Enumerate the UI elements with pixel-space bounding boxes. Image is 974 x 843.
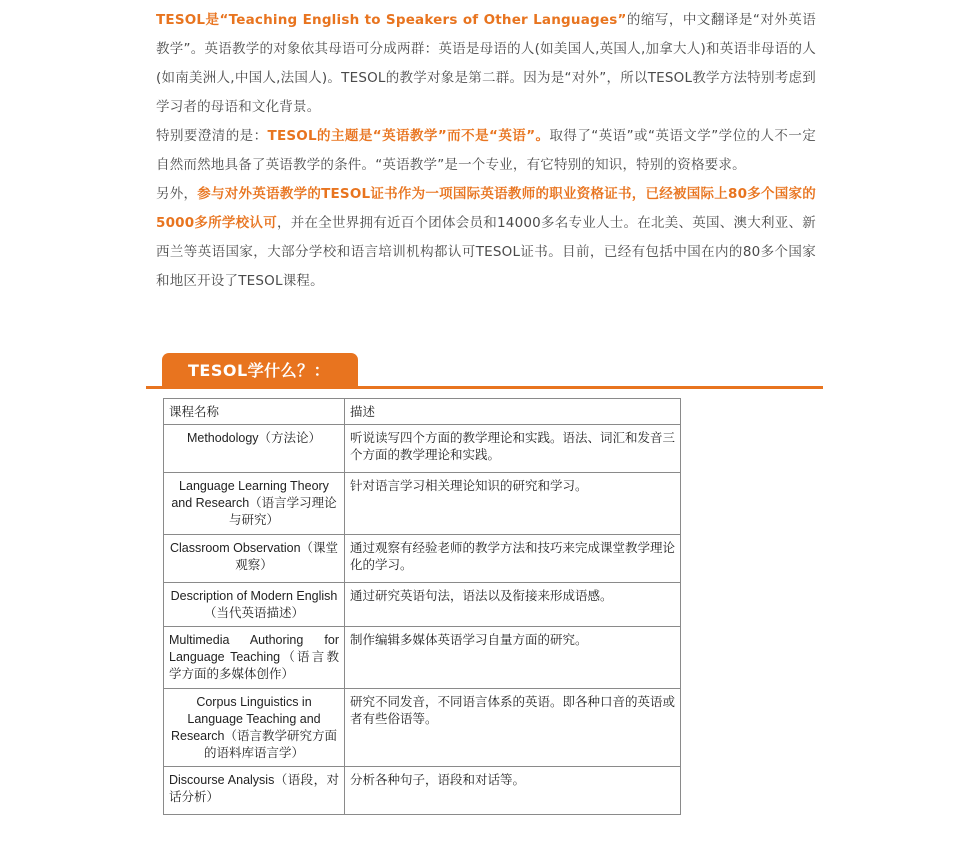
course-desc-cell: 制作编辑多媒体英语学习自量方面的研究。 [345,627,681,689]
table-row [164,583,681,627]
header-description: 描述 [345,399,681,425]
article-body [156,6,816,296]
course-name-cell: Description of Modern English（当代英语描述） [164,583,345,627]
course-name-cell: Language Learning Theory and Research（语言学习理论与研究） [164,473,345,535]
course-desc-cell: 通过研究英语句法，语法以及衔接来形成语感。 [345,583,681,627]
header-course-name: 课程名称 [164,399,345,425]
course-desc-cell: 听说读写四个方面的教学理论和实践。语法、词汇和发音三个方面的教学理论和实践。 [345,425,681,473]
course-table [163,398,681,815]
course-name-cell: Discourse Analysis（语段，对话分析） [164,767,345,815]
course-desc-cell: 通过观察有经验老师的教学方法和技巧来完成课堂教学理论化的学习。 [345,535,681,583]
paragraph-tesol-definition [156,6,816,122]
recognition-highlight: 参与对外英语教学的TESOL证书作为一项国际英语教师的职业资格证书，已经被国际上80多个国家的5000多所学校认可 [156,186,816,231]
table-row [164,425,681,473]
section-title: TESOL学什么？： [162,353,358,386]
table-row [164,689,681,767]
clarification-highlight: TESOL的主题是“英语教学”而不是“英语”。 [267,128,550,144]
course-desc-cell: 分析各种句子，语段和对话等。 [345,767,681,815]
clarification-lead: 特别要澄清的是： [156,128,268,144]
table-row [164,627,681,689]
course-name-cell: Methodology（方法论） [164,425,345,473]
recognition-text: ，并在全世界拥有近百个团体会员和14000多名专业人士。在北美、英国、澳大利亚、新西兰等英语国家，大部分学校和语言培训机构都认可TESOL证书。目前，已经有包括中国在内的80多个国家和地区开设了TESOL课程。 [156,215,816,289]
course-desc-cell: 针对语言学习相关理论知识的研究和学习。 [345,473,681,535]
tesol-definition-text: 的缩写，中文翻译是“对外英语教学”。英语教学的对象依其母语可分成两群：英语是母语的人(如美国人,英国人,加拿大人)和英语非母语的人(如南美洲人,中国人,法国人)。TESOL的教学对象是第二群。因为是“对外”，所以TESOL教学方法特别考虑到学习者的母语和文化背景。 [156,12,817,115]
clarification-text: 取得了“英语”或“英语文学”学位的人不一定自然而然地具备了英语教学的条件。“英语教学”是一个专业，有它特别的知识，特别的资格要求。 [156,128,816,173]
table-header-row [164,399,681,425]
tesol-definition-highlight: TESOL是“Teaching English to Speakers of Other Languages” [156,12,627,28]
section-header [146,353,823,390]
paragraph-tesol-recognition [156,180,816,296]
course-name-cell: Classroom Observation（课堂观察） [164,535,345,583]
course-desc-cell: 研究不同发音，不同语言体系的英语。即各种口音的英语或者有些俗语等。 [345,689,681,767]
table-row [164,535,681,583]
course-name-cell: Multimedia Authoring for Language Teaching（语言教学方面的多媒体创作） [164,627,345,689]
paragraph-tesol-clarification [156,122,816,180]
table-row [164,473,681,535]
recognition-lead: 另外， [156,186,198,202]
section-divider [146,386,823,389]
course-name-cell: Corpus Linguistics in Language Teaching and Research（语言教学研究方面的语料库语言学） [164,689,345,767]
table-row [164,767,681,815]
